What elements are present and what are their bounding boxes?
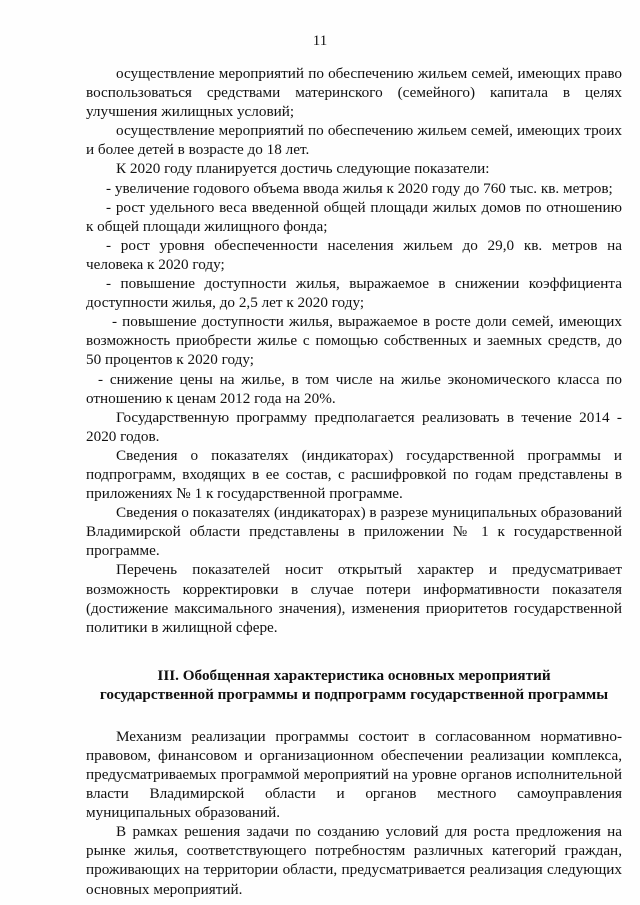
- page-number: 11: [312, 33, 328, 49]
- section-heading-line-2: государственной программы и подпрограмм государственной программы: [99, 685, 609, 703]
- paragraph-program-period: Государственную программу предполагается реализовать в течение 2014 - 2020 годов.: [86, 408, 622, 445]
- list-item-share-growth: - рост удельного веса введенной общей площади жилых домов по отношению к общей площади жилищного фонда;: [86, 198, 622, 235]
- paragraph-indicator-list: Перечень показателей носит открытый характер и предусматривает возможность корректировки в случае потери информативности показателя (достижение максимального значения), изменения приоритетов государственной политики в жилищной сфере.: [86, 561, 622, 636]
- paragraph-large-families: осуществление мероприятий по обеспечению жильем семей, имеющих троих и более детей в возрасте до 18 лет.: [86, 122, 622, 159]
- list-item-affordability-coefficient: - повышение доступности жилья, выражаемое в снижении коэффициента доступности жилья, до 2,5 лет к 2020 году;: [86, 275, 622, 312]
- list-item-affordability-families: - повышение доступности жилья, выражаемое в росте доли семей, имеющих возможность приобрести жилье с помощью собственных и заемных средств, до 50 процентов к 2020 году;: [86, 313, 622, 369]
- paragraph-indicators-intro: К 2020 году планируется достичь следующие показатели:: [116, 160, 490, 178]
- document-body: [86, 64, 622, 899]
- section-heading: [86, 666, 622, 704]
- paragraph-housing-market-measures: В рамках решения задачи по созданию условий для роста предложения на рынке жилья, соответствующего потребностям различных категорий граждан, проживающих на территории области, предусматривается реализация следующих основных мероприятий.: [86, 823, 622, 898]
- paragraph-indicators-annex: Сведения о показателях (индикаторах) государственной программы и подпрограмм, входящих в ее состав, с расшифровкой по годам представлены в приложениях № 1 к государственной программе.: [86, 446, 622, 503]
- paragraph-maternity-capital: осуществление мероприятий по обеспечению жильем семей, имеющих право воспользоваться средствами материнского (семейного) капитала в целях улучшения жилищных условий;: [86, 65, 622, 121]
- paragraph-municipal-indicators: Сведения о показателях (индикаторах) в разрезе муниципальных образований Владимирской области представлены в приложении № 1 к государственной программе.: [86, 504, 622, 560]
- list-item-price-reduction: - снижение цены на жилье, в том числе на жилье экономического класса по отношению к ценам 2012 года на 20%.: [86, 370, 622, 407]
- list-item-housing-volume: - увеличение годового объема ввода жилья к 2020 году до 760 тыс. кв. метров;: [106, 179, 613, 197]
- section-heading-line-1: III. Обобщенная характеристика основных мероприятий: [157, 666, 551, 684]
- paragraph-implementation-mechanism: Механизм реализации программы состоит в согласованном нормативно-правовом, финансовом и организационном обеспечении реализации комплекса, предусматриваемых программой мероприятий на уровне органов исполнительной власти Владимирской области и органов местного самоуправления муниципальных образований.: [86, 727, 622, 822]
- list-item-provision-level: - рост уровня обеспеченности населения жильем до 29,0 кв. метров на человека к 2020 году;: [86, 236, 622, 273]
